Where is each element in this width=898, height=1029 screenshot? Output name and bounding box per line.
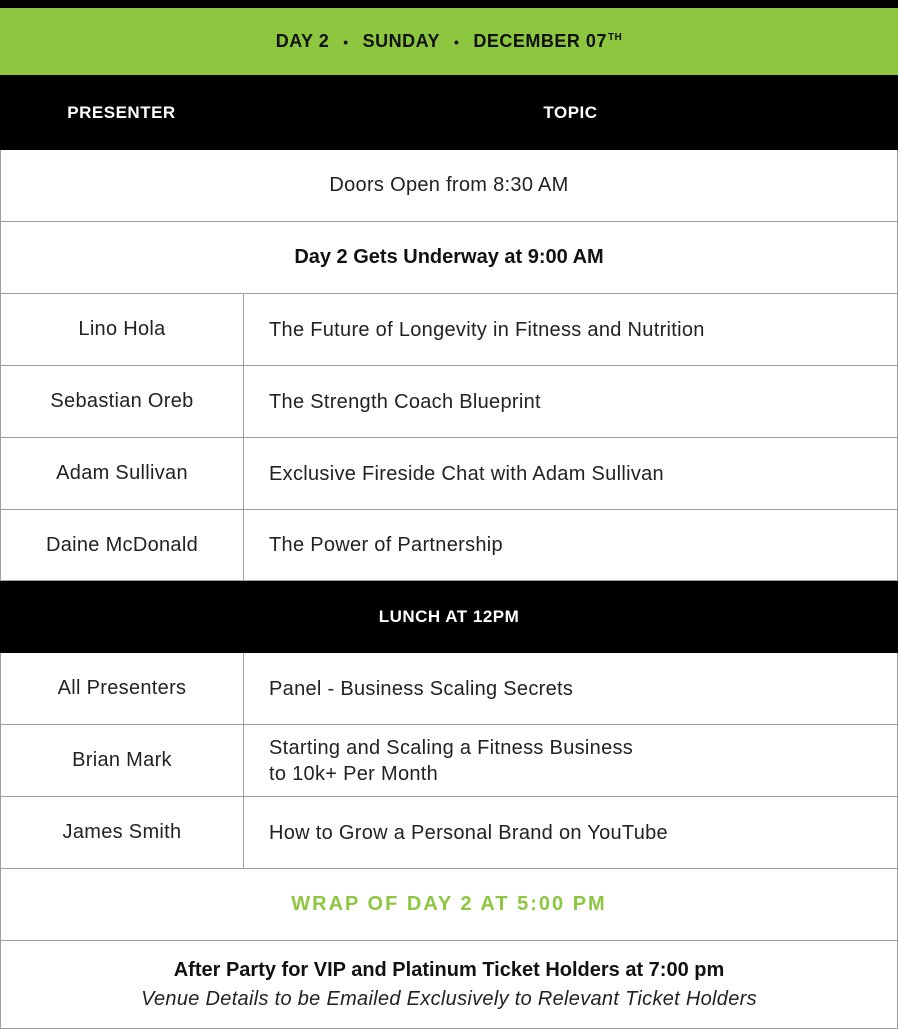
day-start-row [0, 222, 898, 294]
presenter-cell: Lino Hola [1, 294, 244, 365]
date-text: DECEMBER 07 [473, 31, 607, 51]
column-header-row [0, 75, 898, 150]
table-row [0, 797, 898, 869]
wrap-text: WRAP OF DAY 2 AT 5:00 PM [291, 893, 607, 915]
doors-open-row [0, 150, 898, 222]
date-label [473, 31, 622, 52]
topic-cell: The Strength Coach Blueprint [269, 390, 541, 413]
separator-dot: • [454, 33, 460, 50]
presenter-cell: James Smith [1, 797, 244, 868]
presenter-cell: Brian Mark [1, 725, 244, 796]
after-party-row [0, 941, 898, 1029]
topic-cell [244, 725, 897, 796]
doors-open-text: Doors Open from 8:30 AM [329, 174, 569, 196]
presenter-column-header: PRESENTER [67, 102, 176, 122]
topic-cell: How to Grow a Personal Brand on YouTube [269, 821, 668, 844]
topic-line: Starting and Scaling a Fitness Business [269, 736, 634, 759]
weekday-label: SUNDAY [362, 31, 441, 51]
day-start-text: Day 2 Gets Underway at 9:00 AM [294, 246, 604, 268]
presenter-cell: Sebastian Oreb [1, 366, 244, 437]
table-row [0, 725, 898, 797]
day-label: DAY 2 [275, 31, 330, 51]
date-suffix: TH [607, 32, 623, 43]
top-strip [0, 0, 898, 8]
topic-cell: The Power of Partnership [269, 534, 503, 556]
separator-dot: • [343, 33, 349, 50]
topic-cell: Exclusive Fireside Chat with Adam Sullivan [269, 462, 664, 485]
table-row [0, 510, 898, 581]
topic-cell: The Future of Longevity in Fitness and Nutrition [269, 318, 705, 341]
table-row [0, 653, 898, 725]
table-row [0, 366, 898, 438]
presenter-cell: All Presenters [1, 653, 244, 724]
wrap-row [0, 869, 898, 941]
after-party-title: After Party for VIP and Platinum Ticket Holders at 7:00 pm [173, 958, 725, 981]
topic-cell: Panel - Business Scaling Secrets [269, 677, 574, 700]
day-header [0, 8, 898, 75]
topic-line: to 10k+ Per Month [269, 762, 439, 785]
presenter-cell: Adam Sullivan [1, 438, 244, 509]
after-party-subtitle: Venue Details to be Emailed Exclusively to Relevant Ticket Holders [141, 987, 757, 1010]
presenter-cell: Daine McDonald [1, 510, 244, 580]
table-row [0, 438, 898, 510]
lunch-banner: LUNCH AT 12PM [0, 581, 898, 653]
table-row [0, 294, 898, 366]
topic-column-header: TOPIC [543, 102, 598, 122]
